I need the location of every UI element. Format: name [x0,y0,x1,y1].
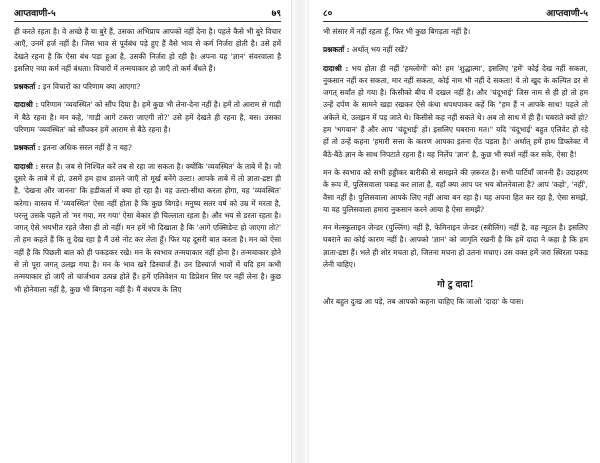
right-page-body [323,26,588,309]
speaker-label: दादाश्री : [322,63,349,73]
right-page-header [323,6,588,22]
paragraph [323,222,588,271]
paragraph [323,26,588,38]
paragraph-text: सरल है। जब से निश्चित करें तब से रहा जा सकता है। क्योंकि 'व्यवस्थित' के ताबे में है। जो दूसरे के ताबे में हो, उसमें हम हाथ डालने जाएँ तो मूर्ख बनेंगे उल्टा। आपके ताबे में तो ज्ञाता-द्रष्टा ही है, 'देखना और जानना' कि हडीकर्ता में क्या हो रहा है। वह उल्टा-सीधा करता होगा, वह 'व्यवस्थित' करेगा। वास्तव में 'व्यवस्थित' ऐसा नहीं होता है कि कुछ बिगड़े। मनुष्य सतर वर्ष को उम्र में मरता है, परन्तु उसके पहले तो 'मर गया, मर गया' ऐसा बेकार ही चिल्लाता रहता है। और भय से डरता रहता है। जगत्‌ ऐसे भयभीत रहते जैसा ही तो नहीं। मन हमें भी दिखाता है कि 'आगे एक्सिडेन्ट हो जाएगा तो?' तो हम कहते हैं कि तू देख रहा है मैं उसे नोट कर लेता हूँ। फिर यह दूसरी बात करता है। मन को ऐसा नहीं है कि पिछली बात को ही पकड़कर रखे। मन के स्वभाव तन्मयाकार नहीं होना है। तन्मयाकार होने से तो पूरा जगत्‌ उलझ गया है। मन के भाव खरे डिस्चार्ज हैं। उन डिस्चार्ज भावों में यदि हम कभी तन्मयाकार हो जाएँ तो चार्जभाव उत्पन्न होते हैं। हमें एलिवेशन या डिप्रेशन सिर पर नहीं लेना है। कुछ भी होनेवाला नहीं है, कुछ भी बिगड़ना नहीं है। मैं बंधपत्र के लिए [14,161,282,294]
paragraph-text: अर्थात्‌ भय नहीं रखें? [351,45,408,55]
speaker-label: दादाश्री : [14,161,39,171]
speaker-label: प्रश्नकर्ता : [14,82,41,92]
paragraph-text: और बहुत दुःख आ पड़े, तब आपको कहना चाहिए कि जाओ 'दादा' के पास। [322,297,524,307]
paragraph-text: परिणाम 'व्यवस्थित' को सौंप दिया है। हमें कुछ भी लेना-देना नहीं है। हमें तो आराम से गाड़ी में बैठे रहना है। मन कहे, 'गाड़ी आगे टकरा जाएगी तो?' उसे हमें देखते ही रहना है, बस। उसका परिणाम 'व्यवस्थित' को सौंपकर हमें आराम से बैठे रहना है। [14,100,282,135]
paragraph [14,26,281,75]
speaker-label: दादाश्री : [14,100,39,110]
paragraph [323,44,588,56]
paragraph [14,161,281,296]
paragraph [323,296,588,308]
paragraph [14,142,281,154]
paragraph-text: इतना अधिक सरल नहीं है न यह? [42,143,132,153]
paragraph-text: भय होता ही नहीं 'हमलोगों' को! हम 'शुद्धात्मा', इसलिए 'हमें' कोई देख नहीं सकता, नुकसान नहीं कर सकता, मार नहीं सकता, कोई नाम भी नहीं दे सकता! ये तो खुद के कल्पित डर से जगत्‌ सर्वांत हो गया है। किसीको बीच में दखल नहीं है। और 'चंदूभाई' जिस नाम से ही हो तो हम उन्हें दर्पण के सामने खड़ा रखकर ऐसे कंधा थपथपाकर कहें कि "हम हैं न आपके साथ! पहले तो अकेले थे, उलझन में पड़ जाते थे। किसीसे कह नहीं सकते थे। अब तो साथ में ही हैं। घबराते क्यों हो? हम 'भगवान' हैं और आप 'चंदूभाई' हो। इसलिए घबराना मत।" यदि 'चंदूभाई' बहुत एलिवेट हो रहे हों तो उन्हें कहना 'हमारी सत्ता के कारण आपका इतना ऐंठ पड़ता है।' अर्थात्‌ हमें हाथ डिफ्लेक्ट में बैठे-बैठे ज्ञान के साथ निपटाते रहना है। यह निर्लेप 'ज्ञान' है, कुछ भी स्पर्श नहीं कर सके, ऐसा है! [322,63,588,159]
paragraph-text: मन के स्वभाव को सभी हड्डीकर बारीकी से समझने की ज़रूरत है। सभी पार्टियाँ जाननी हैं। उदाहरण के रूप में, पुलिसवाला पकड़ कर लाता है, वहाँ क्या आप पर भय बोलनेवाला है? आप 'कहो', 'नहीं', वैसा नहीं है। पुलिसवाला आपके लिए नहीं आया बन रहा है। यह अपना हित कर रहा है, ऐसा समझें, या यह पुलिसवाला हमारा नुकसान करने आया है ऐसा समझें? [322,167,588,214]
right-page-number: ८० [322,9,333,19]
paragraph-text: इन विचारों का परिणाम क्या आएगा? [42,82,141,92]
paragraph-text: भी संसार में नहीं रहता हूँ, फिर भी कुछ बिगड़ता नहीं है। [322,27,471,36]
paragraph [323,63,588,161]
left-page-number: ७९ [271,9,282,19]
right-header-title: आप्तवाणी-५ [546,9,588,19]
paragraph-text: ही करते रहता है। वे अच्छे हैं या बुरे हैं, उसका अभिप्राय आपको नहीं देना है। पहले कैसे भी बुरे विचार आएँ, उनमें हर्ज नहीं है। जिस भाव से पूर्वबंध पड़े हुए हैं वैसे भाव से कर्म निर्जरा होती है। उसे हमें देखते रहना है कि ऐसा बंध पड़ा हुआ है, उसकी निर्जरा हो रही है। अपना यह 'ज्ञान' संवरवाला है इसलिए नया कर्म नहीं बंधता। विचारों में तन्मयाकार हो जाएँ तो कर्म बँधते हैं। [14,27,282,73]
right-page [309,0,600,463]
section-heading: गो टु दादा! [437,280,474,291]
left-page-header [14,6,281,22]
paragraph-text: मन मेल्स्कुलाइन जेन्डर (पुल्लिंग) नहीं है, फेमिनाइन जेन्डर (स्त्रीलिंग) नहीं है, वह न्यूटल है। इसलिए घबराने का कोई कारण नहीं है। आपको 'ज्ञान' को जागृति रखनी है कि हमें दादा ने कहा है कि हम ज्ञाता-द्रष्टा हैं। भले ही शोर मचता हो, जितना मचना हो उतना मचाए। उस वक्त हमें जरा स्थिरता पकड़ लेनी चाहिए। [322,223,588,270]
book-gutter [291,0,309,463]
left-page [0,0,291,463]
speaker-label: प्रश्नकर्ता : [322,45,350,55]
left-header-title: आप्तवाणी-५ [14,9,56,19]
paragraph [14,99,281,136]
left-page-body [14,26,281,296]
paragraph [14,81,281,93]
paragraph [323,167,588,216]
speaker-label: प्रश्नकर्ता : [14,143,41,153]
